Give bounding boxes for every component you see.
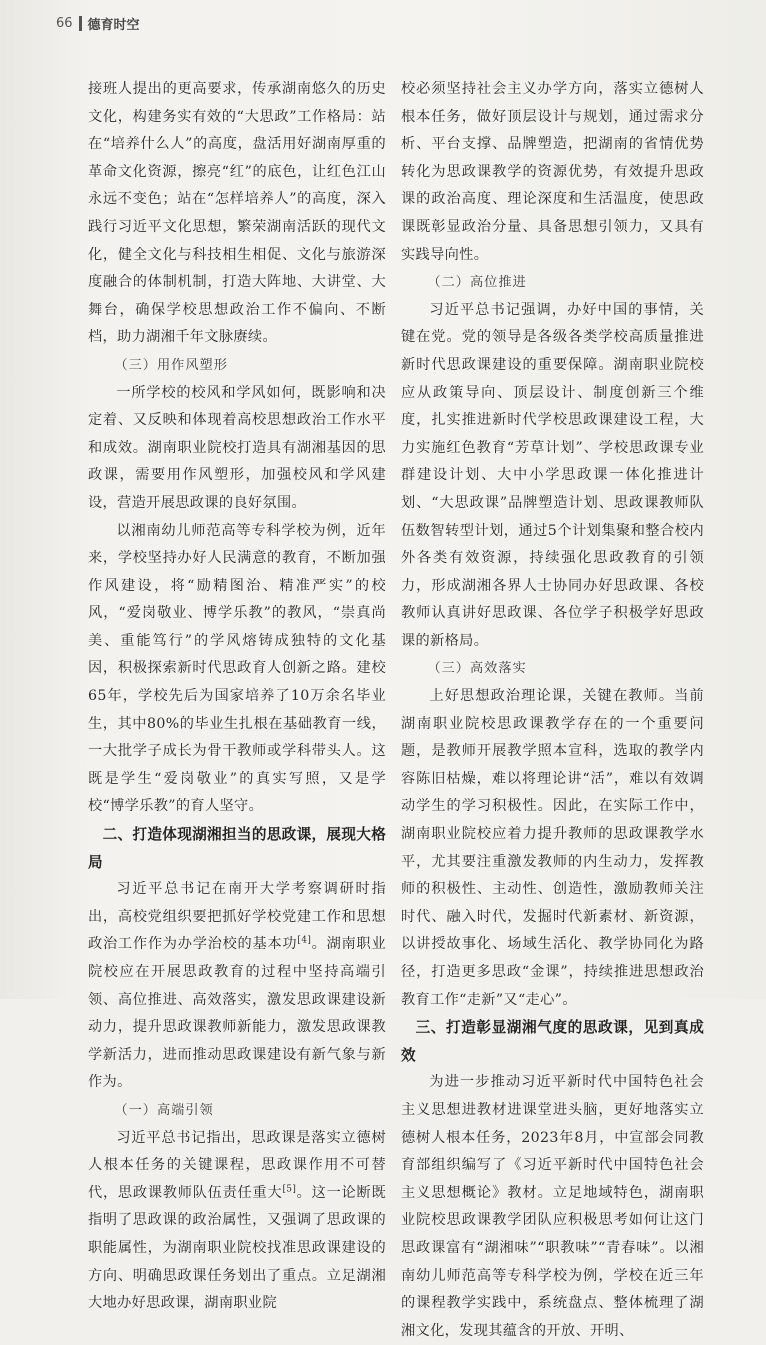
page-header xyxy=(56,14,140,33)
subsection-heading xyxy=(401,269,704,297)
paragraph-text: 。湖南职业院校应在开展思政教育的过程中坚持高端引领、高位推进、高效落实，激发思政课建设新动力，提升思政课教师新能力，激发思政课教学新活力，进而推动思政课建设有新气象与新作为。 xyxy=(88,936,386,1091)
section-heading xyxy=(401,1014,704,1069)
paragraph xyxy=(401,297,704,656)
paragraph-text: （三）高效落实 xyxy=(427,661,527,677)
paragraph-text: 二、打造体现湖湘担当的思政课，展现大格局 xyxy=(88,826,386,871)
paragraph xyxy=(401,1069,704,1345)
paragraph-text: 校必须坚持社会主义办学方向，落实立德树人根本任务，做好顶层设计与规划，通过需求分析、平台支撑、品牌塑造，把湖南的省情优势转化为思政课教学的资源优势，有效提升思政课的政治高度、理论深度和生活温度，使思政课既彰显政治分量、具备思想引领力，又具有实践导向性。 xyxy=(401,81,704,263)
page-number: 66 xyxy=(56,16,73,31)
subsection-heading xyxy=(88,1097,386,1125)
subsection-heading xyxy=(401,655,704,683)
section-title: 德育时空 xyxy=(87,18,140,33)
paragraph-text: （三）用作风塑形 xyxy=(114,357,228,373)
paragraph xyxy=(88,1125,386,1318)
paragraph xyxy=(401,76,704,269)
paragraph-text: 习近平总书记在南开大学考察调研时指出，高校党组织要把抓好学校党建工作和思想政治工作作为办学治校的基本功 xyxy=(88,881,386,953)
paragraph-text: 为进一步推动习近平新时代中国特色社会主义思想进教材进课堂进头脑，更好地落实立德树人根本任务，2023年8月，中宣部会同教育部组织编写了《习近平新时代中国特色社会主义思想概论》教材。立足地域特色，湖南职业院校思政课教学团队应积极思考如何让这门思政课富有“湖湘味”“职教味”“青春味”。以湘南幼儿师范高等专科学校为例，学校在近三年的课程教学实践中，系统盘点、整体梳理了湖湘文化，发现其蕴含的开放、开明、 xyxy=(401,1074,704,1339)
header-divider xyxy=(79,16,82,31)
paragraph-text: 以湘南幼儿师范高等专科学校为例，近年来，学校坚持办好人民满意的教育，不断加强作风建设，将“励精图治、精准严实”的校风，“爱岗敬业、博学乐教”的教风，“崇真尚美、重能笃行”的学风熔铸成独特的文化基因，积极探索新时代思政育人创新之路。建校65年，学校先后为国家培养了10万余名毕业生，其中80%的毕业生扎根在基础教育一线，一大批学子成长为骨干教师或学科带头人。这既是学生“爱岗敬业”的真实写照，又是学校“博学乐教”的育人坚守。 xyxy=(88,522,386,815)
paragraph-text: 习近平总书记指出，思政课是落实立德树人根本任务的关键课程，思政课作用不可替代，思政课教师队伍责任重大 xyxy=(88,1129,386,1201)
paragraph-text: （一）高端引领 xyxy=(114,1102,214,1118)
subsection-heading xyxy=(88,352,386,380)
paragraph-text: （二）高位推进 xyxy=(427,275,527,291)
left-column xyxy=(88,76,386,1318)
paragraph-text: 接班人提出的更高要求，传承湖南悠久的历史文化，构建务实有效的“大思政”工作格局：站在“培养什么人”的高度，盘活用好湖南厚重的革命文化资源，擦亮“红”的底色，让红色江山永远不变色；站在“怎样培养人”的高度，深入践行习近平文化思想，繁荣湖南活跃的现代文化，健全文化与科技相生相促、文化与旅游深度融合的体制机制，打造大阵地、大讲堂、大舞台，确保学校思想政治工作不偏向、不断档，助力湖湘千年文脉赓续。 xyxy=(88,81,386,346)
right-column xyxy=(401,76,704,1345)
paragraph xyxy=(88,76,386,352)
section-heading xyxy=(88,821,386,876)
paragraph xyxy=(88,380,386,518)
paragraph-text: 一所学校的校风和学风如何，既影响和决定着、又反映和体现着高校思想政治工作水平和成效。湖南职业院校打造具有湖湘基因的思政课，需要用作风塑形，加强校风和学风建设，营造开展思政课的良好氛围。 xyxy=(88,384,386,511)
paragraph xyxy=(88,518,386,822)
paragraph-text: 。这一论断既指明了思政课的政治属性，又强调了思政课的职能属性，为湖南职业院校找准思政课建设的方向、明确思政课任务划出了重点。立足湖湘大地办好思政课，湖南职业院 xyxy=(88,1184,386,1312)
paragraph xyxy=(401,683,704,1014)
paragraph-text: 习近平总书记强调，办好中国的事情，关键在党。党的领导是各级各类学校高质量推进新时代思政课建设的重要保障。湖南职业院校应从政策导向、顶层设计、制度创新三个维度，扎实推进新时代学校思政课建设工程，大力实施红色教育“芳草计划”、学校思政课专业群建设计划、大中小学思政课一体化推进计划、“大思政课”品牌塑造计划、思政课教师队伍数智转型计划，通过5个计划集聚和整合校内外各类有效资源，持续强化思政教育的引领力，形成湖湘各界人士协同办好思政课、各校教师认真讲好思政课、各位学子积极学好思政课的新格局。 xyxy=(401,301,704,649)
paragraph-text: 三、打造彰显湖湘气度的思政课，见到真成效 xyxy=(401,1019,704,1064)
citation-marker: [5] xyxy=(282,1184,297,1195)
paragraph-text: 上好思想政治理论课，关键在教师。当前湖南职业院校思政课教学存在的一个重要问题，是教师开展教学照本宣科，选取的教学内容陈旧枯燥，难以将理论讲“活”，难以有效调动学生的学习积极性。因此，在实际工作中，湖南职业院校应着力提升教师的思政课教学水平，尤其要注重激发教师的内生动力，发挥教师的积极性、主动性、创造性，激励教师关注时代、融入时代，发掘时代新素材、新资源，以讲授故事化、场域生活化、教学协同化为路径，打造更多思政“金课”，持续推进思想政治教育工作“走新”又“走心”。 xyxy=(401,688,704,1008)
paragraph xyxy=(88,876,386,1097)
citation-marker: [4] xyxy=(297,935,312,946)
